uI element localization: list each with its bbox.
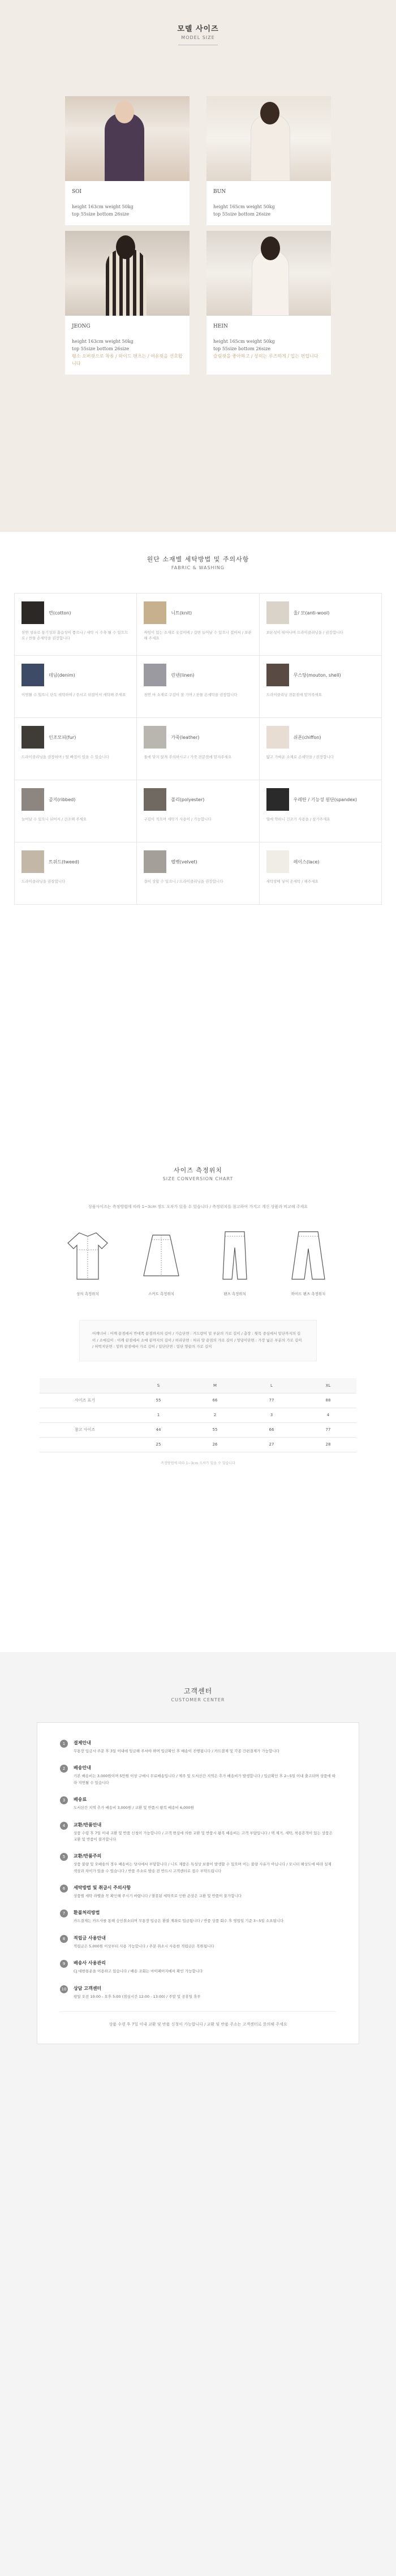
cs-item <box>60 1822 336 1843</box>
cs-item-number: 3 <box>60 1796 68 1804</box>
model-photo-bun <box>206 96 331 181</box>
table-cell: 2 <box>187 1408 243 1422</box>
size-section-title: 사이즈 측정위치 <box>174 1167 222 1174</box>
cs-item-number: 9 <box>60 1960 68 1968</box>
cs-item-text: 상품 수령 후 7일 이내 교환 및 반품 신청이 가능합니다 / 고객 변심에 의한 교환 및 반품시 왕복 배송비는 고객 부담입니다 / 택 제거, 세탁, 착용흔적이 있는 상품은 교환 및 반품이 불가합니다 <box>74 1830 333 1842</box>
cs-item-number: 7 <box>60 1910 68 1917</box>
fabric-swatch <box>266 850 289 873</box>
cs-item <box>60 1765 336 1786</box>
table-cell: 66 <box>187 1393 243 1408</box>
cs-item-heading: 적립금 사용안내 <box>74 1935 106 1941</box>
measure-diagrams <box>0 1227 396 1297</box>
fabric-item <box>137 780 259 842</box>
cs-item-body <box>74 1910 283 1924</box>
cs-item-body <box>74 1935 214 1950</box>
model-card <box>206 96 331 225</box>
fabric-description: 보온성이 뛰어나며 드라이클리닝을 / 권장합니다 <box>266 630 343 635</box>
cs-item-heading: 세탁방법 및 취급시 주의사항 <box>74 1885 131 1890</box>
model-section-subtitle: MODEL SIZE <box>181 35 215 40</box>
cs-item-body <box>74 1960 203 1975</box>
fabric-item-row <box>266 601 375 624</box>
fabric-item <box>15 656 137 718</box>
model-height: height 165cm weight 50kg <box>213 339 275 345</box>
fabric-name: 인조모피(fur) <box>49 734 76 740</box>
table-cell: 66 <box>243 1422 300 1437</box>
fabric-swatch <box>144 788 166 811</box>
cs-item-heading: 배송사 사용관리 <box>74 1960 106 1966</box>
fabric-description: 결이 상할 수 있으니 / 드라이클리닝을 권장합니다 <box>144 879 223 884</box>
table-cell: 3 <box>243 1408 300 1422</box>
model-grid <box>0 96 396 375</box>
size-table-header <box>40 1378 356 1393</box>
fabric-item-row <box>21 726 130 749</box>
fabric-item <box>137 594 259 656</box>
cs-item <box>60 1853 336 1874</box>
pants-diagram <box>209 1227 260 1297</box>
size-chart-section <box>0 1143 396 1652</box>
fabric-description: 열에 약하니 건조기 사용을 / 삼가주세요 <box>266 817 330 822</box>
fabric-description: 짜임이 있는 소재로 옷걸이에 / 걸면 늘어날 수 있으니 접어서 / 보관해 주세요 <box>144 630 252 641</box>
fabric-item <box>15 594 137 656</box>
table-row <box>40 1408 356 1422</box>
fabric-name: 울/ 모(anti-wool) <box>293 610 330 616</box>
cs-item <box>60 1935 336 1950</box>
fabric-name: 벨벳(velvet) <box>171 859 197 865</box>
fabric-description: 세탁망에 넣어 손세탁 / 해주세요 <box>266 879 318 884</box>
table-cell: 28 <box>300 1437 356 1452</box>
table-cell: 25 <box>130 1437 187 1452</box>
cs-item-heading: 상담 고객센터 <box>74 1985 102 1991</box>
fabric-swatch <box>266 601 289 624</box>
fabric-swatch <box>21 601 44 624</box>
model-size: top 55size bottom 26size <box>72 212 130 217</box>
cs-item-heading: 배송안내 <box>74 1765 91 1771</box>
model-name: JEONG <box>72 323 91 329</box>
header-cell: S <box>130 1378 187 1393</box>
top-diagram <box>62 1227 113 1297</box>
diagram-label: 와이드 팬츠 측정위치 <box>291 1292 326 1297</box>
cs-item-number: 6 <box>60 1885 68 1893</box>
wide-pants-diagram <box>283 1227 334 1297</box>
fabric-name: 쉬폰(chiffon) <box>293 734 321 740</box>
model-size: top 55size bottom 26size <box>72 346 130 352</box>
cs-item-body <box>74 1853 336 1874</box>
fabric-item <box>260 842 382 905</box>
cs-item-number: 8 <box>60 1935 68 1943</box>
fabric-item <box>15 780 137 842</box>
fabric-item <box>137 842 259 905</box>
cs-item <box>60 1910 336 1924</box>
cs-item-text: 무통장 입금시 주문 후 3일 이내에 입금해 주셔야 하며 입금확인 후 배송이 진행됩니다 / 카드결제 및 각종 간편결제가 가능합니다 <box>74 1749 279 1753</box>
cs-item-number: 5 <box>60 1853 68 1861</box>
model-note: 평소 오버핏으로 착용 / 와이드 팬츠는 / 여유핏을 선호합니다 <box>72 353 183 366</box>
fabric-swatch <box>144 601 166 624</box>
size-footnote: 측정방법에 따라 1~3cm 오차가 있을 수 있습니다 <box>161 1461 235 1465</box>
table-cell: 55 <box>130 1393 187 1408</box>
model-size-section <box>0 0 396 532</box>
fabric-item-row <box>21 788 130 811</box>
model-height: height 165cm weight 50kg <box>213 204 275 210</box>
fabric-item-row <box>266 726 375 749</box>
fabric-name: 데님(denim) <box>49 672 75 678</box>
cs-item-heading: 배송료 <box>74 1797 87 1803</box>
model-name: BUN <box>213 189 226 195</box>
size-description: 상품사이즈는 측정방법에 따라 1~3cm 정도 오차가 있을 수 있습니다 / 측정위치를 참고하여 가지고 계신 상품과 비교해 주세요 <box>88 1205 308 1209</box>
cs-item <box>60 1796 336 1811</box>
fabric-name: 골지(ribbed) <box>49 797 76 802</box>
fabric-swatch <box>21 788 44 811</box>
fabric-item-row <box>266 850 375 873</box>
model-card <box>65 231 190 375</box>
table-cell: 88 <box>300 1393 356 1408</box>
fabric-name: 레이스(lace) <box>293 859 320 865</box>
table-row <box>40 1437 356 1452</box>
model-photo-jeong <box>65 231 190 316</box>
cs-item-number: 4 <box>60 1822 68 1830</box>
table-row <box>40 1422 356 1437</box>
model-card <box>206 231 331 375</box>
fabric-name: 트위드(tweed) <box>49 859 80 865</box>
table-cell: 77 <box>243 1393 300 1408</box>
model-photo-soi <box>65 96 190 181</box>
table-cell: 44 <box>130 1422 187 1437</box>
size-section-subtitle: SIZE CONVERSION CHART <box>162 1176 234 1181</box>
fabric-item-row <box>21 601 130 624</box>
fabric-description: 물에 닿지 않게 주의하시고 / 가죽 전문점에 맡겨주세요 <box>144 755 232 759</box>
fabric-item <box>137 718 259 780</box>
diagram-label: 팬츠 측정위치 <box>223 1292 246 1297</box>
fabric-item <box>15 842 137 905</box>
cs-item-body <box>74 1740 279 1754</box>
fabric-swatch <box>144 726 166 749</box>
cs-item-body <box>74 1796 194 1811</box>
fabric-name: 니트(knit) <box>171 610 192 616</box>
cs-item-body <box>74 1985 201 2000</box>
cs-list <box>60 1740 336 2000</box>
cs-box <box>37 1722 359 2044</box>
customer-center-section <box>0 1652 396 2576</box>
diagram-label: 상의 측정위치 <box>76 1292 99 1297</box>
fabric-item-row <box>266 664 375 686</box>
skirt-icon <box>136 1227 187 1284</box>
cs-item <box>60 1985 336 2000</box>
table-cell: 77 <box>300 1422 356 1437</box>
fabric-description: 드라이클리닝을 권장합니다 <box>21 879 66 884</box>
fabric-section-subtitle: FABRIC & WASHING <box>171 565 225 570</box>
cs-item-body <box>74 1822 336 1843</box>
fabric-item-row <box>144 601 252 624</box>
fabric-name: 린넨(linen) <box>171 672 195 678</box>
cs-item <box>60 1885 336 1899</box>
cs-item-number: 1 <box>60 1740 68 1748</box>
fabric-description: 이염될 수 있으니 단독 세탁하여 / 주시고 뒤집어서 세탁해 주세요 <box>21 693 126 697</box>
cs-item-body <box>74 1765 336 1786</box>
cs-footer: 상품 수령 후 7일 이내 교환 및 반품 신청이 가능합니다 / 교환 및 반품 주소는 고객센터로 문의해 주세요 <box>60 2011 336 2028</box>
model-name: HEIN <box>213 323 228 329</box>
header-cell <box>40 1378 130 1393</box>
cs-item-number: 10 <box>60 1985 68 1993</box>
cs-item-text: 상품 불량 및 오배송의 경우 배송비는 당사에서 부담합니다 / 니트 제품은 특성상 보풀이 발생할 수 있으며 이는 불량 사유가 아닙니다 / 모니터 해상도에 따라 실제 색상과 차이가 있을 수 있습니다 / 반품 주소로 발송 전 반드시 고객센터로 접수 부탁드립니다 <box>74 1862 332 1873</box>
fabric-name: 폴리(polyester) <box>171 797 205 802</box>
header-cell: XL <box>300 1378 356 1393</box>
cs-item-text: 평일 오전 10:00 - 오후 5:00 (점심시간 12:00 - 13:00) / 주말 및 공휴일 휴무 <box>74 1994 201 1999</box>
model-size: top 55size bottom 26size <box>213 346 271 352</box>
fabric-swatch <box>144 664 166 686</box>
fabric-section-title: 원단 소재별 세탁방법 및 주의사항 <box>147 556 249 563</box>
fabric-item <box>15 718 137 780</box>
fabric-item-row <box>144 664 252 686</box>
cs-item-text: 적립금은 5,000원 이상부터 사용 가능합니다 / 주문 취소시 사용한 적립금은 복원됩니다 <box>74 1943 214 1949</box>
fabric-name: 가죽(leather) <box>171 734 200 740</box>
fabric-item-row <box>144 850 252 873</box>
model-card <box>65 96 190 225</box>
cs-item-text: CJ 대한통운을 이용하고 있습니다 / 배송 조회는 마이페이지에서 확인 가능합니다 <box>74 1969 203 1974</box>
shirt-icon <box>62 1227 113 1284</box>
fabric-description: 얇고 가벼운 소재로 손세탁을 / 권장합니다 <box>266 755 334 759</box>
fabric-swatch <box>144 850 166 873</box>
cs-title: 고객센터 <box>183 1687 213 1695</box>
fabric-item-row <box>144 788 252 811</box>
cs-item-text: 기본 배송비는 3,000원이며 5만원 이상 구매시 무료배송입니다 / 제주 및 도서산간 지역은 추가 배송비가 발생합니다 / 입금확인 후 2~5일 이내 출고되며 상품에 따라 지연될 수 있습니다 <box>74 1774 336 1785</box>
model-note: 슬림핏을 좋아하고 / 상의는 루즈하게 / 입는 편입니다 <box>213 353 318 359</box>
row-label: 사이즈 표기 <box>40 1393 130 1408</box>
fabric-washing-section <box>0 532 396 1143</box>
model-height: height 163cm weight 50kg <box>72 204 134 210</box>
fabric-name: 면(cotton) <box>49 610 71 616</box>
fabric-description: 천연 섬유로 통기성과 흡습성이 좋으나 / 세탁 시 수축 될 수 있으므로 / 찬물 손세탁을 권장합니다 <box>21 630 128 641</box>
fabric-item <box>260 656 382 718</box>
model-height: height 163cm weight 50kg <box>72 339 134 345</box>
size-table <box>40 1378 356 1452</box>
fabric-grid <box>14 593 382 905</box>
row-label: 참고 사이즈 <box>40 1422 130 1437</box>
wide-pants-icon <box>283 1227 334 1284</box>
model-section-title: 모델 사이즈 <box>177 25 219 33</box>
row-label <box>40 1437 130 1452</box>
fabric-description: 드라이클리닝 전문점에 맡겨주세요 <box>266 693 322 697</box>
fabric-item <box>260 780 382 842</box>
fabric-item <box>260 594 382 656</box>
skirt-diagram <box>136 1227 187 1297</box>
fabric-item-row <box>21 850 130 873</box>
model-photo-hein <box>206 231 331 316</box>
table-cell: 4 <box>300 1408 356 1422</box>
table-row <box>40 1393 356 1408</box>
header-cell: L <box>243 1378 300 1393</box>
measurement-definitions: 어깨너비 : 어깨 끝점에서 반대쪽 끝점까지의 길이 / 가슴단면 : 겨드랑이 밑 부분의 가로 길이 / 총장 : 뒷목 중심에서 밑단까지의 길이 / 소매길이 : 어깨 끝점에서 소매 끝까지의 길이 / 허리단면 : 허리 양 끝점의 가로 길이 / 엉덩이단면 : 가장 넓은 부분의 가로 길이 / 허벅지단면 : 밑위 끝점에서 가로 길이 / 밑단단면 : 밑단 양끝의 가로 길이 <box>79 1320 317 1361</box>
table-cell: 1 <box>130 1408 187 1422</box>
row-label <box>40 1408 130 1422</box>
model-name: SOI <box>72 189 82 195</box>
pants-icon <box>209 1227 260 1284</box>
fabric-item <box>260 718 382 780</box>
fabric-description: 늘어날 수 있으니 뉘어서 / 건조해 주세요 <box>21 817 87 822</box>
cs-item-heading: 교환/반품주의 <box>74 1853 102 1859</box>
cs-subtitle: CUSTOMER CENTER <box>171 1697 225 1702</box>
cs-item-number: 2 <box>60 1765 68 1773</box>
fabric-item-row <box>144 726 252 749</box>
fabric-swatch <box>21 664 44 686</box>
fabric-swatch <box>266 788 289 811</box>
cs-item-heading: 결제안내 <box>74 1740 91 1745</box>
fabric-item <box>137 656 259 718</box>
fabric-name: 무스탕(mouton, shell) <box>293 672 341 678</box>
cs-item-heading: 환불처리방법 <box>74 1910 100 1916</box>
table-cell: 26 <box>187 1437 243 1452</box>
cs-item-body <box>74 1885 242 1899</box>
fabric-description: 천연 마 소재로 구김이 잘 가며 / 찬물 손세탁을 권장합니다 <box>144 693 238 697</box>
cs-item-text: 도서산간 지역 추가 배송비 3,000원 / 교환 및 반품시 왕복 배송비 6,000원 <box>74 1805 194 1810</box>
cs-item-text: 상품별 세탁 라벨을 꼭 확인해 주시기 바랍니다 / 잘못된 세탁으로 인한 손상은 교환 및 반품이 불가합니다 <box>74 1894 242 1898</box>
fabric-description: 드라이클리닝을 권장하며 / 털 빠짐이 있을 수 있습니다 <box>21 755 109 759</box>
table-cell: 55 <box>187 1422 243 1437</box>
table-cell: 27 <box>243 1437 300 1452</box>
cs-item <box>60 1960 336 1975</box>
fabric-item-row <box>266 788 375 811</box>
fabric-description: 구김이 적으며 세탁기 사용이 / 가능합니다 <box>144 817 212 822</box>
cs-item-heading: 교환/반품안내 <box>74 1822 102 1827</box>
fabric-swatch <box>266 664 289 686</box>
cs-item <box>60 1740 336 1754</box>
diagram-label: 스커트 측정위치 <box>148 1292 175 1297</box>
fabric-swatch <box>266 726 289 749</box>
model-size: top 55size bottom 26size <box>213 212 271 217</box>
header-cell: M <box>187 1378 243 1393</box>
fabric-swatch <box>21 850 44 873</box>
fabric-name: 우레탄 / 기능성 원단(spandex) <box>293 797 357 802</box>
fabric-item-row <box>21 664 130 686</box>
cs-item-text: 카드결제는 카드사를 통해 승인취소되며 무통장 입금은 환불 계좌로 입금됩니다 / 반품 상품 회수 후 영업일 기준 3~5일 소요됩니다 <box>74 1919 284 1924</box>
fabric-swatch <box>21 726 44 749</box>
